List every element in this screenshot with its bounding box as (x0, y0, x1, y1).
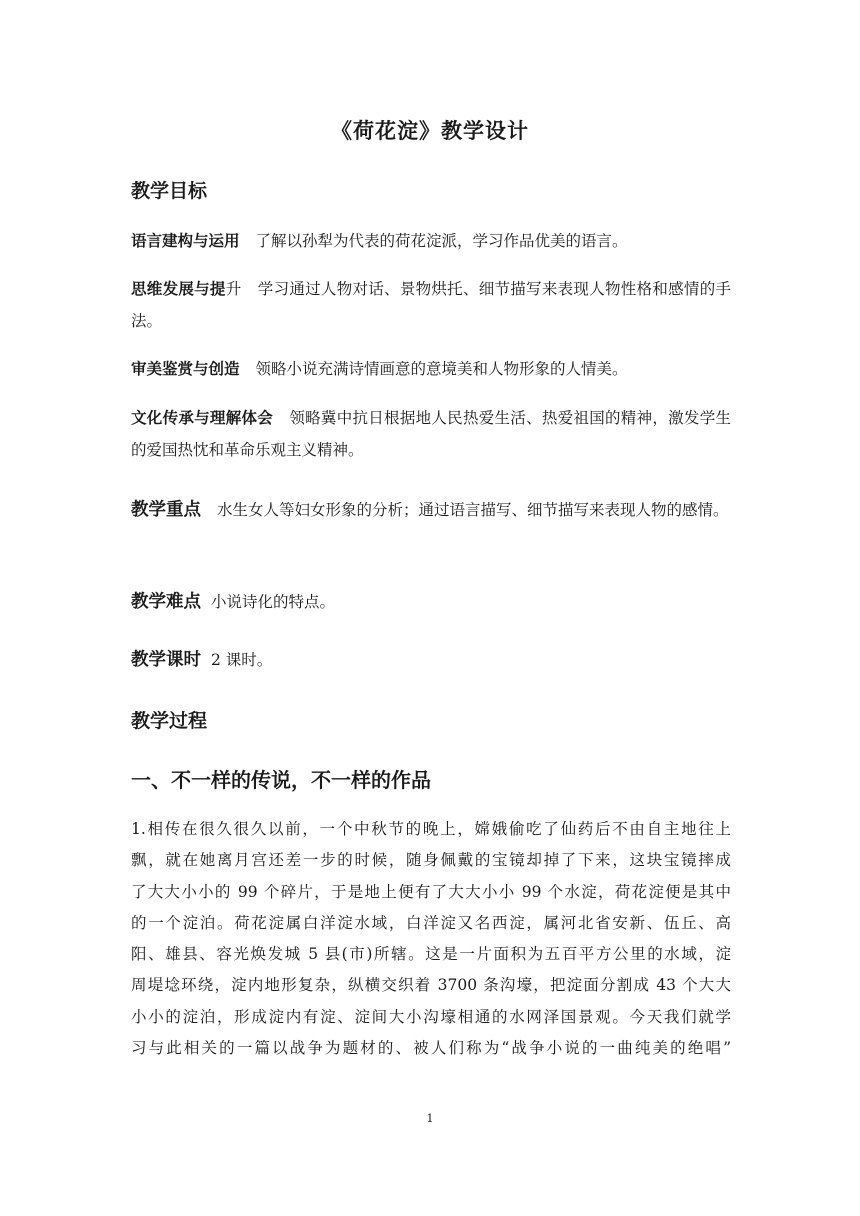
difficulties-text: 小说诗化的特点。 (211, 593, 336, 611)
document-title: 《荷花淀》教学设计 (331, 119, 529, 143)
objective-label: 文化传承与理解体会 (131, 409, 274, 427)
objective-label-tail: 升 (225, 280, 242, 298)
objective-text: 了解以孙犁为代表的荷花淀派，学习作品优美的语言。 (255, 232, 628, 250)
key-points-label: 教学重点 (131, 500, 201, 520)
objective-culture (131, 402, 731, 466)
objective-aesthetics (131, 353, 731, 385)
class-hours-label: 教学课时 (131, 650, 201, 670)
objective-label: 语言建构与运用 (131, 232, 240, 250)
body-line: 1.相传在很久很久以前，一个中秋节的晚上，嫦娥偷吃了仙药后不由自主地往上 (131, 820, 731, 838)
key-points-text: 水生女人等妇女形象的分析；通过语言描写、细节描写来表现人物的感情。 (217, 501, 729, 519)
page-number: 1 (426, 1112, 434, 1125)
objective-text: 学习通过人物对话、景物烘托、细节描写来表现人物性格和感情的手法。 (131, 280, 731, 330)
difficulties (131, 586, 731, 618)
key-points (131, 492, 731, 528)
objective-text: 领略小说充满诗情画意的意境美和人物形象的人情美。 (255, 360, 628, 378)
class-hours-text: 2 课时。 (211, 651, 273, 669)
class-hours (131, 644, 731, 676)
objectives-heading: 教学目标 (131, 180, 208, 202)
body-line: 小小的淀泊，形成淀内有淀、淀间大小沟壕相通的水网泽国景观。今天我们就学 (131, 1007, 731, 1026)
part-one-body (131, 814, 731, 1064)
difficulties-label: 教学难点 (131, 592, 201, 612)
part-one-heading: 一、不一样的传说，不一样的作品 (131, 768, 431, 792)
process-heading: 教学过程 (131, 710, 208, 732)
objective-text: 领略冀中抗日根据地人民热爱生活、热爱祖国的精神，激发学生的爱国热忱和革命乐观主义精神。 (131, 409, 731, 459)
body-line: 周堤埝环绕，淀内地形复杂，纵横交织着 3700 条沟壕，把淀面分割成 43 个大大 (131, 976, 731, 995)
objective-label: 思维发展与提 (131, 280, 226, 298)
body-line: 阳、雄县、容光焕发城 5 县(市)所辖。这是一片面积为五百平方公里的水域，淀 (131, 945, 731, 964)
body-line: 习与此相关的一篇以战争为题材的、被人们称为“战争小说的一曲纯美的绝唱” (131, 1039, 731, 1058)
objective-thinking (131, 273, 731, 337)
objective-language (131, 225, 731, 257)
objective-label: 审美鉴赏与创造 (131, 360, 240, 378)
body-line: 飘，就在她离月宫还差一步的时候，随身佩戴的宝镜却掉了下来，这块宝镜摔成 (131, 851, 731, 870)
body-line: 的一个淀泊。荷花淀属白洋淀水域，白洋淀又名西淀，属河北省安新、伍丘、高 (131, 913, 731, 932)
body-line: 了大大小小的 99 个碎片，于是地上便有了大大小小 99 个水淀，荷花淀便是其中 (131, 882, 731, 901)
